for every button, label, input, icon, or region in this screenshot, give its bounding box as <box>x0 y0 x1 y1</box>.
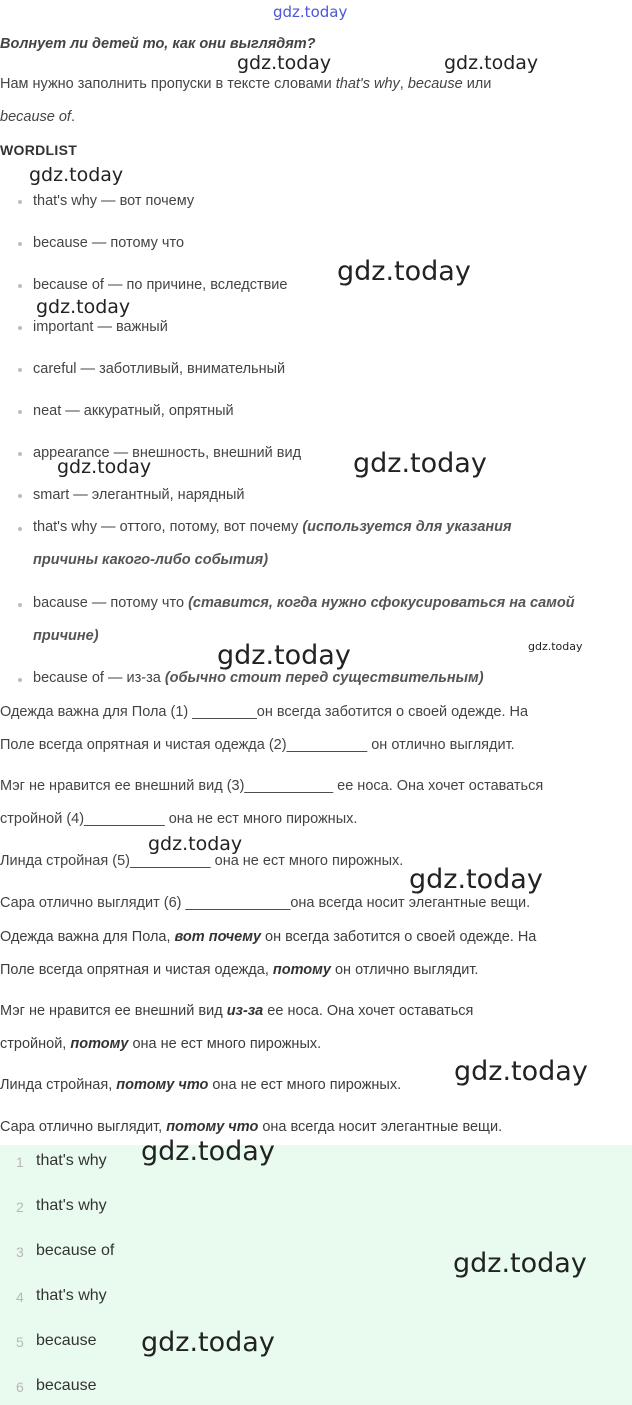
answer-bold: вот почему <box>174 929 262 945</box>
task-line: Поле всегда опрятная и чистая одежда (2)__________ он отлично выглядит. <box>0 737 515 753</box>
answer-word: that's why <box>36 1287 107 1304</box>
answer-number: 3 <box>16 1244 24 1260</box>
answer-text: она всегда носит элегантные вещи. <box>258 1119 503 1135</box>
wordlist-item-text: because of — из-за <box>33 670 165 686</box>
bullet <box>18 452 22 456</box>
answer-text: Одежда важна для Пола, <box>0 929 175 945</box>
answer-line <box>0 1036 321 1052</box>
wordlist-item <box>33 519 512 535</box>
intro-word-2: because <box>407 76 463 92</box>
bullet <box>18 527 22 531</box>
wordlist-item: because of — по причине, вследствие <box>33 277 288 293</box>
task-line: Одежда важна для Пола (1) ________он всегда заботится о своей одежде. На <box>0 704 529 720</box>
answer-bold: потому <box>272 962 331 978</box>
answer-word: because <box>36 1377 97 1394</box>
intro-word-1: that's why <box>335 76 400 92</box>
wordlist-item-note: (обычно стоит перед существительным) <box>164 670 484 686</box>
watermark: gdz.today <box>453 1248 587 1279</box>
task-line: стройной (4)__________ она не ест много пирожных. <box>0 811 358 827</box>
answer-word: that's why <box>36 1197 107 1214</box>
answer-text: Поле всегда опрятная и чистая одежда, <box>0 962 273 978</box>
wordlist-item-text: bacause — потому что <box>33 595 189 611</box>
bullet <box>18 603 22 607</box>
answer-number: 2 <box>16 1199 24 1215</box>
bullet <box>18 200 22 204</box>
answer-text: стройной, <box>0 1036 71 1052</box>
intro-word-3: because of <box>0 109 71 125</box>
watermark: gdz.today <box>141 1136 275 1167</box>
wordlist-item-note: (используется для указания <box>302 519 512 535</box>
answer-line <box>0 929 536 945</box>
bullet <box>18 284 22 288</box>
watermark: gdz.today <box>57 456 152 478</box>
wordlist-item-note-cont: причины какого-либо события) <box>33 552 269 568</box>
watermark-top: gdz.today <box>273 3 348 21</box>
wordlist-item: smart — элегантный, нарядный <box>33 487 245 503</box>
answer-bold: потому что <box>116 1077 209 1093</box>
answer-word: because of <box>36 1242 115 1259</box>
wordlist-item-note-cont: причине) <box>33 628 99 644</box>
intro-text: Нам нужно заполнить пропуски в тексте словами <box>0 76 336 92</box>
wordlist-item: that's why — вот почему <box>33 193 195 209</box>
intro-line-2 <box>0 109 75 125</box>
answer-number: 6 <box>16 1379 24 1395</box>
watermark: gdz.today <box>409 864 543 895</box>
wordlist-item-text: that's why — оттого, потому, вот почему <box>33 519 303 535</box>
answer-text: он отлично выглядит. <box>330 962 479 978</box>
answer-item <box>16 1244 24 1261</box>
wordlist-title: WORDLIST <box>0 142 78 158</box>
answer-line <box>0 1077 401 1093</box>
answer-item <box>16 1199 24 1216</box>
watermark: gdz.today <box>36 296 131 318</box>
answer-item <box>16 1334 24 1351</box>
watermark: gdz.today <box>454 1056 588 1087</box>
wordlist-item-cont <box>33 552 268 568</box>
bullet <box>18 368 22 372</box>
answer-line <box>0 1119 502 1135</box>
intro-sep: , <box>399 76 408 92</box>
answer-text: ее носа. Она хочет оставаться <box>263 1003 474 1019</box>
answer-text: он всегда заботится о своей одежде. На <box>261 929 537 945</box>
intro-end: . <box>70 109 75 125</box>
question-heading: Волнует ли детей то, как они выглядят? <box>0 36 316 52</box>
watermark: gdz.today <box>444 52 539 74</box>
watermark: gdz.today <box>337 256 471 287</box>
answer-line <box>0 962 478 978</box>
wordlist-item: important — важный <box>33 319 168 335</box>
answer-item <box>16 1379 24 1396</box>
answer-item <box>16 1289 24 1306</box>
bullet <box>18 678 22 682</box>
answer-text: Сара отлично выглядит, <box>0 1119 167 1135</box>
answer-line <box>0 1003 473 1019</box>
answer-bold: потому что <box>166 1119 259 1135</box>
answer-bold: потому <box>70 1036 129 1052</box>
bullet <box>18 410 22 414</box>
wordlist-item: appearance — внешность, внешний вид <box>33 445 302 461</box>
watermark: gdz.today <box>528 640 583 653</box>
wordlist-item <box>33 595 575 611</box>
answer-text: она не ест много пирожных. <box>208 1077 402 1093</box>
watermark: gdz.today <box>141 1327 275 1358</box>
answer-item <box>16 1154 24 1171</box>
wordlist-item <box>33 670 484 686</box>
watermark: gdz.today <box>29 164 124 186</box>
wordlist-item-cont <box>33 628 99 644</box>
watermark: gdz.today <box>353 448 487 479</box>
task-line: Линда стройная (5)__________ она не ест много пирожных. <box>0 853 404 869</box>
answer-number: 5 <box>16 1334 24 1350</box>
wordlist-item-note: (ставится, когда нужно сфокусироваться на самой <box>188 595 575 611</box>
wordlist-item: careful — заботливый, внимательный <box>33 361 286 377</box>
wordlist-item: because — потому что <box>33 235 185 251</box>
watermark: gdz.today <box>217 640 351 671</box>
answer-word: that's why <box>36 1152 107 1169</box>
watermark: gdz.today <box>148 833 243 855</box>
intro-line-1 <box>0 76 491 92</box>
answer-word: because <box>36 1332 97 1349</box>
bullet <box>18 494 22 498</box>
bullet <box>18 326 22 330</box>
answer-text: Мэг не нравится ее внешний вид <box>0 1003 227 1019</box>
intro-or: или <box>462 76 492 92</box>
task-line: Сара отлично выглядит (6) _____________она всегда носит элегантные вещи. <box>0 895 531 911</box>
task-line: Мэг не нравится ее внешний вид (3)___________ ее носа. Она хочет оставаться <box>0 778 544 794</box>
wordlist-item: neat — аккуратный, опрятный <box>33 403 234 419</box>
answer-text: Линда стройная, <box>0 1077 117 1093</box>
watermark: gdz.today <box>237 52 332 74</box>
bullet <box>18 242 22 246</box>
answer-number: 1 <box>16 1154 24 1170</box>
answer-bold: из-за <box>226 1003 264 1019</box>
answer-text: она не ест много пирожных. <box>128 1036 322 1052</box>
answer-number: 4 <box>16 1289 24 1305</box>
